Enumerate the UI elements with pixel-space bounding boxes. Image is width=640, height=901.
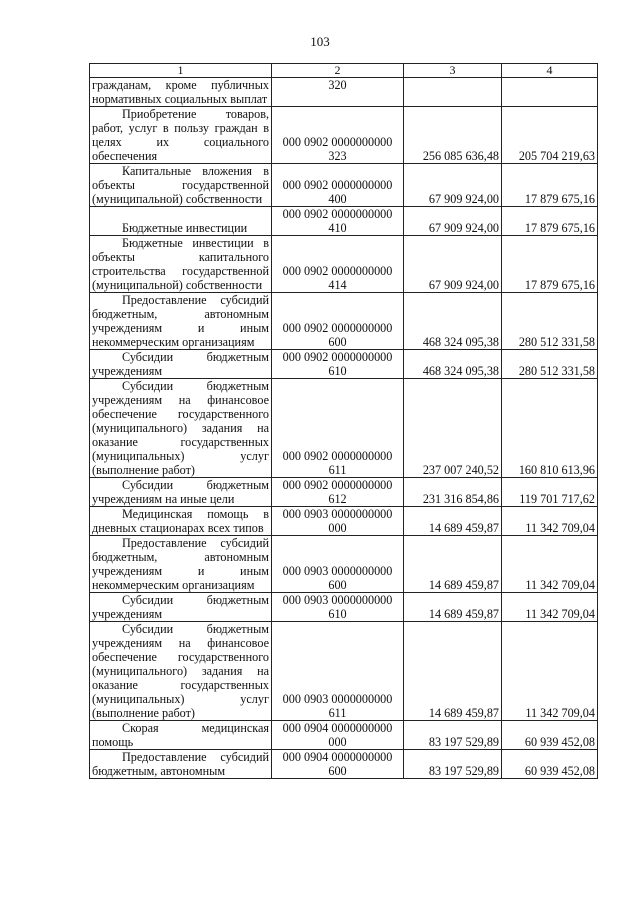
row-code: 000 0902 0000000000 323	[272, 107, 404, 164]
table-row	[90, 350, 598, 379]
row-description-text: Предоставление субсидий бюджетным, автономным учреждениям и иным некоммерческим организациям	[92, 536, 269, 592]
row-amount-col3: 468 324 095,38	[404, 350, 502, 379]
row-amount-col4: 205 704 219,63	[502, 107, 598, 164]
row-description	[90, 750, 272, 779]
table-row	[90, 478, 598, 507]
table-row	[90, 207, 598, 236]
row-amount-col3: 468 324 095,38	[404, 293, 502, 350]
row-description	[90, 593, 272, 622]
table-row	[90, 293, 598, 350]
row-code: 000 0902 0000000000 414	[272, 236, 404, 293]
row-amount-col4: 280 512 331,58	[502, 293, 598, 350]
row-description-text: Приобретение товаров, работ, услуг в пользу граждан в целях их социального обеспечения	[92, 107, 269, 163]
table-row	[90, 78, 598, 107]
row-description-text: Субсидии бюджетным учреждениям на финансовое обеспечение государственного (муниципального) задания на оказание государственных (муниципальных) услуг (выполнение работ)	[92, 379, 269, 477]
row-description	[90, 721, 272, 750]
table-row	[90, 236, 598, 293]
row-description-text: Капитальные вложения в объекты государственной (муниципальной) собственности	[92, 164, 269, 206]
table-row	[90, 536, 598, 593]
row-code: 000 0903 0000000000 000	[272, 507, 404, 536]
row-amount-col4: 11 342 709,04	[502, 622, 598, 721]
column-header: 2	[272, 64, 404, 78]
row-amount-col4: 11 342 709,04	[502, 507, 598, 536]
row-description	[90, 622, 272, 721]
row-amount-col3	[404, 78, 502, 107]
row-description	[90, 293, 272, 350]
row-code: 000 0903 0000000000 611	[272, 622, 404, 721]
row-code: 000 0902 0000000000 410	[272, 207, 404, 236]
row-amount-col4: 160 810 613,96	[502, 379, 598, 478]
row-description-text: Субсидии бюджетным учреждениям	[92, 350, 269, 378]
row-amount-col4: 17 879 675,16	[502, 164, 598, 207]
row-description-text: Предоставление субсидий бюджетным, автономным учреждениям и иным некоммерческим организациям	[92, 293, 269, 349]
budget-table	[89, 63, 598, 779]
row-amount-col4: 17 879 675,16	[502, 207, 598, 236]
row-amount-col3: 83 197 529,89	[404, 750, 502, 779]
row-description	[90, 78, 272, 107]
row-description-text: Предоставление субсидий бюджетным, автономным	[92, 750, 269, 778]
row-code: 000 0903 0000000000 600	[272, 536, 404, 593]
row-description-text: Бюджетные инвестиции	[122, 221, 248, 235]
column-header: 3	[404, 64, 502, 78]
row-description-text: Бюджетные инвестиции в объекты капитального строительства государственной (муниципальной) собственности	[92, 236, 269, 292]
row-description	[90, 379, 272, 478]
row-code: 000 0904 0000000000 600	[272, 750, 404, 779]
row-amount-col3: 67 909 924,00	[404, 207, 502, 236]
row-code: 000 0902 0000000000 400	[272, 164, 404, 207]
row-description-text: Субсидии бюджетным учреждениям на финансовое обеспечение государственного (муниципального) задания на оказание государственных (муниципальных) услуг (выполнение работ)	[92, 622, 269, 720]
row-amount-col4: 11 342 709,04	[502, 593, 598, 622]
table-row	[90, 721, 598, 750]
row-description-text: Скорая медицинская помощь	[92, 721, 269, 749]
row-amount-col4: 280 512 331,58	[502, 350, 598, 379]
row-description	[90, 164, 272, 207]
row-description	[90, 107, 272, 164]
row-amount-col4: 60 939 452,08	[502, 721, 598, 750]
row-code: 000 0902 0000000000 611	[272, 379, 404, 478]
row-description	[90, 507, 272, 536]
row-amount-col4: 119 701 717,62	[502, 478, 598, 507]
table-row	[90, 593, 598, 622]
row-code: 000 0902 0000000000 610	[272, 350, 404, 379]
row-amount-col3: 237 007 240,52	[404, 379, 502, 478]
row-amount-col3: 67 909 924,00	[404, 164, 502, 207]
row-code: 320	[272, 78, 404, 107]
row-amount-col3: 256 085 636,48	[404, 107, 502, 164]
row-amount-col3: 67 909 924,00	[404, 236, 502, 293]
table-body	[90, 78, 598, 779]
row-description-text: Субсидии бюджетным учреждениям на иные цели	[92, 478, 269, 506]
row-amount-col3: 14 689 459,87	[404, 507, 502, 536]
row-amount-col3: 231 316 854,86	[404, 478, 502, 507]
row-code: 000 0904 0000000000 000	[272, 721, 404, 750]
table-row	[90, 622, 598, 721]
table-row	[90, 750, 598, 779]
row-code: 000 0903 0000000000 610	[272, 593, 404, 622]
row-amount-col4: 17 879 675,16	[502, 236, 598, 293]
row-description	[90, 207, 272, 236]
table-row	[90, 107, 598, 164]
row-description	[90, 478, 272, 507]
row-amount-col4	[502, 78, 598, 107]
row-amount-col4: 60 939 452,08	[502, 750, 598, 779]
table-row	[90, 507, 598, 536]
row-code: 000 0902 0000000000 612	[272, 478, 404, 507]
row-amount-col3: 14 689 459,87	[404, 622, 502, 721]
header-row	[90, 64, 598, 78]
row-description	[90, 350, 272, 379]
page-number: 103	[310, 34, 330, 49]
row-amount-col3: 14 689 459,87	[404, 593, 502, 622]
row-amount-col3: 83 197 529,89	[404, 721, 502, 750]
row-code: 000 0902 0000000000 600	[272, 293, 404, 350]
table-row	[90, 164, 598, 207]
row-description-text: Субсидии бюджетным учреждениям	[92, 593, 269, 621]
column-header: 1	[90, 64, 272, 78]
row-description	[90, 536, 272, 593]
column-header: 4	[502, 64, 598, 78]
table-row	[90, 379, 598, 478]
row-amount-col4: 11 342 709,04	[502, 536, 598, 593]
row-description-text: гражданам, кроме публичных нормативных социальных выплат	[92, 78, 269, 106]
row-description	[90, 236, 272, 293]
row-description-text: Медицинская помощь в дневных стационарах всех типов	[92, 507, 269, 535]
row-amount-col3: 14 689 459,87	[404, 536, 502, 593]
